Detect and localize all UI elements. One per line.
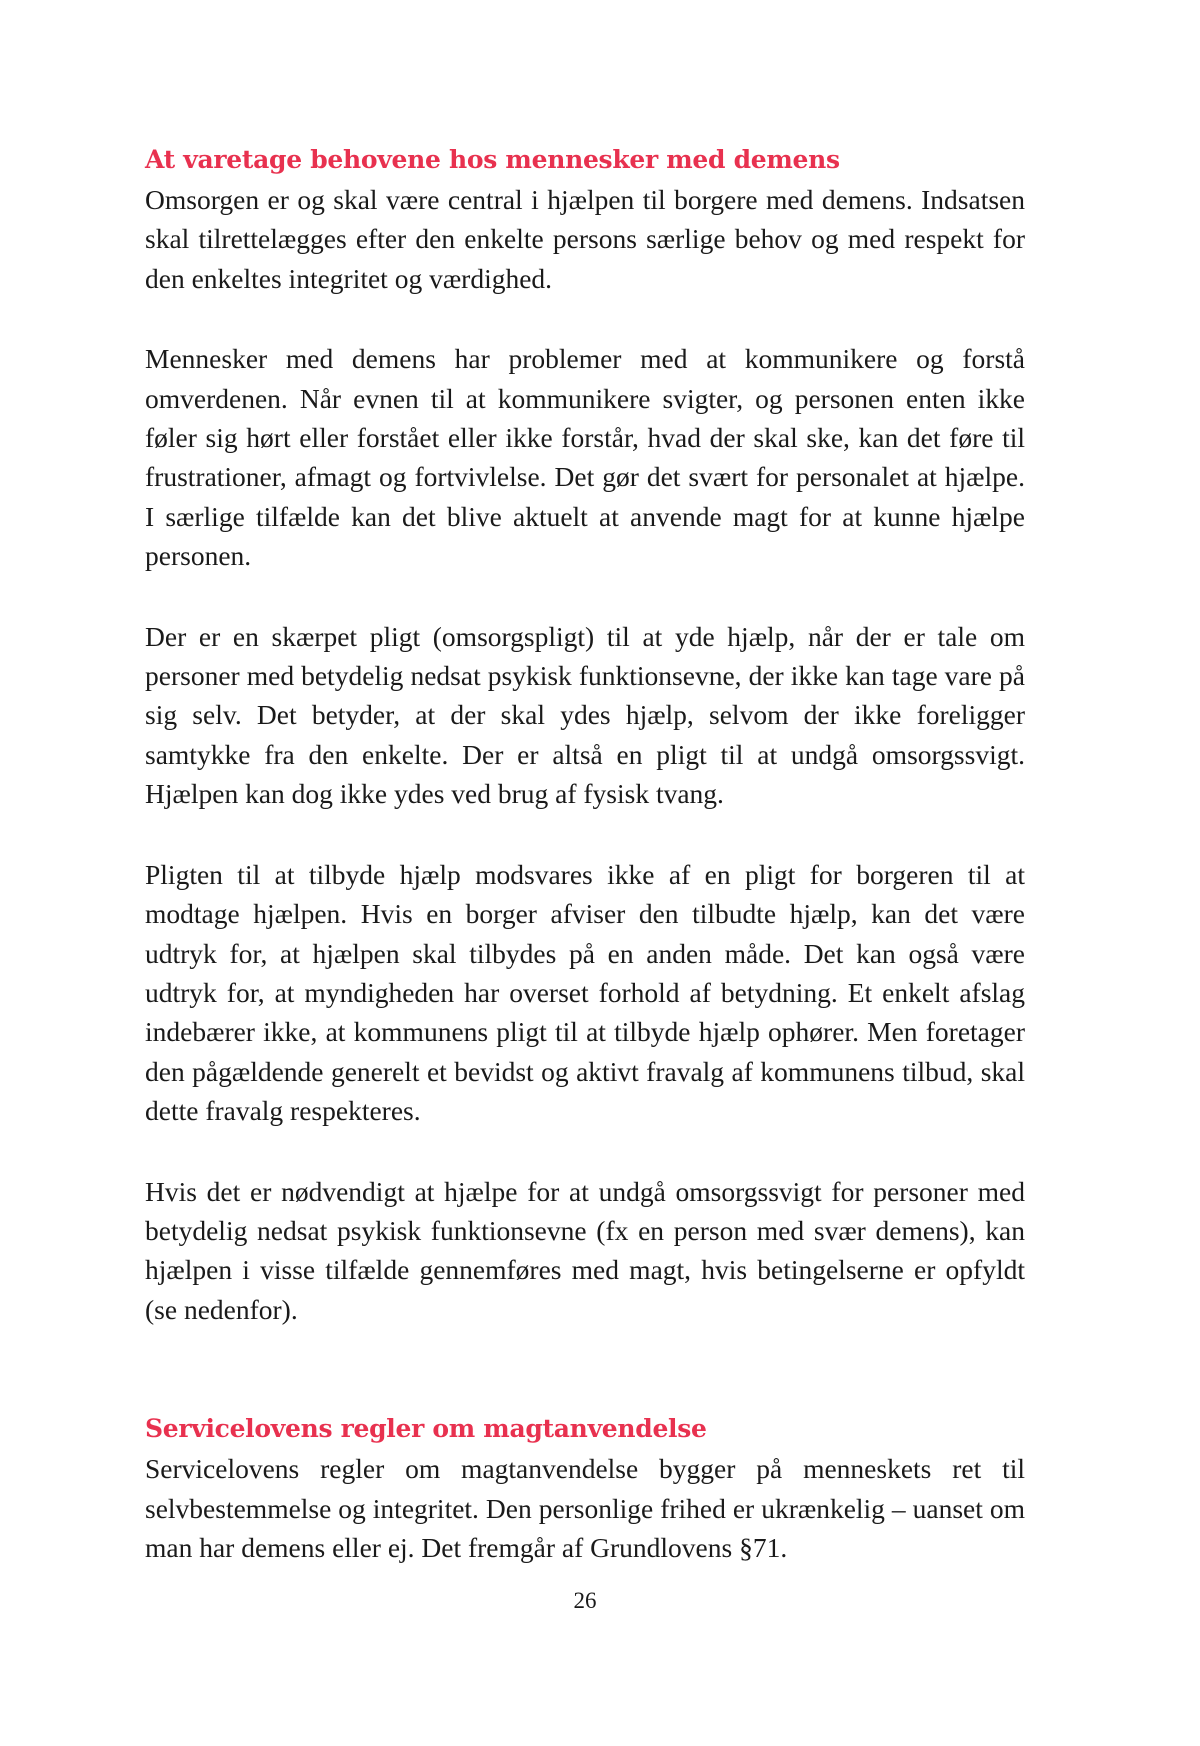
paragraph: Mennesker med demens har problemer med at kommunikere og forstå omverdenen. Når evnen til at kommunikere svigter, og personen enten ikke føler sig hørt eller forstået eller ikke forstår, hvad der skal ske, kan det føre til frustrationer, afmagt og fortvivlelse. Det gør det svært for personalet at hjælpe. I særlige tilfælde kan det blive aktuelt at anvende magt for at kunne hjælpe personen. <box>145 343 1025 572</box>
paragraph: Der er en skærpet pligt (omsorgspligt) til at yde hjælp, når der er tale om personer med betydelig nedsat psykisk funktionsevne, der ikke kan tage vare på sig selv. Det betyder, at der skal ydes hjælp, selvom der ikke foreligger samtykke fra den enkelte. Der er altså en pligt til at undgå omsorgssvigt. Hjælpen kan dog ikke ydes ved brug af fysisk tvang. <box>145 620 1025 810</box>
paragraph: Omsorgen er og skal være central i hjælpen til borgere med demens. Indsatsen skal tilrettelægges efter den enkelte persons særlige behov og med respekt for den enkeltes integritet og værdighed. <box>145 184 1025 294</box>
page-content <box>145 140 1025 1567</box>
paragraph-gap <box>145 576 1025 617</box>
paragraph-gap <box>145 1131 1025 1172</box>
page-number: 26 <box>573 1588 597 1613</box>
section-heading-behov: At varetage behovene hos mennesker med demens <box>145 145 840 174</box>
paragraph-gap <box>145 298 1025 339</box>
paragraph: Hvis det er nødvendigt at hjælpe for at undgå omsorgssvigt for personer med betydelig nedsat psykisk funktionsevne (fx en person med svær demens), kan hjælpen i visse tilfælde gennemføres med magt, hvis betingelserne er opfyldt (se nedenfor). <box>145 1175 1025 1325</box>
paragraph-gap <box>145 814 1025 855</box>
section-heading-magtanvendelse: Servicelovens regler om magtanvendelse <box>145 1414 707 1444</box>
paragraph: Pligten til at tilbyde hjælp modsvares ikke af en pligt for borgeren til at modtage hjælpen. Hvis en borger afviser den tilbudte hjælp, kan det være udtryk for, at hjælpen skal tilbydes på en anden måde. Det kan også være udtryk for, at myndigheden har overset forhold af betydning. Et enkelt afslag indebærer ikke, at kommunens pligt til at tilbyde hjælp ophører. Men foretager den pågældende generelt et bevidst og aktivt fravalg af kommunens tilbud, skal dette fravalg respekteres. <box>145 858 1025 1127</box>
section-gap <box>145 1329 1025 1409</box>
paragraph: Servicelovens regler om magtanvendelse bygger på menneskets ret til selvbestemmelse og integritet. Den personlige frihed er ukrænkelig – uanset om man har demens eller ej. Det fremgår af Grundlovens §71. <box>145 1453 1025 1563</box>
